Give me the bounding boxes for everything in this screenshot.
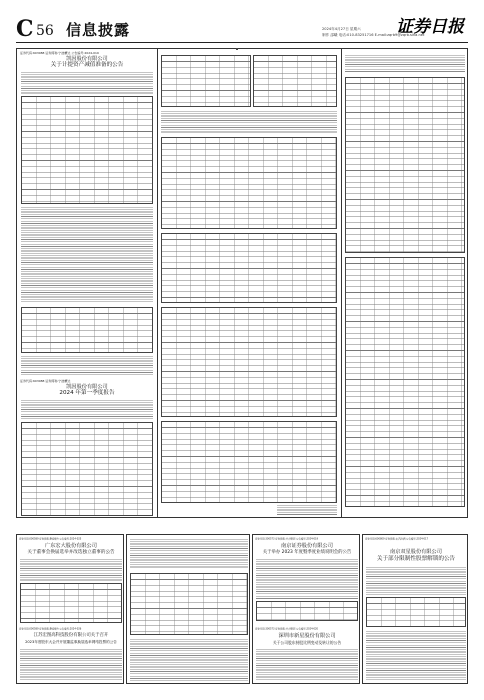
notice-block-main: [16, 48, 468, 518]
newspaper-logo: 证券日报: [396, 17, 464, 37]
spacer: [236, 48, 238, 50]
data-table: [161, 233, 337, 303]
notice-code-line: 证券代码:600809 证券简称:山西汾酒 公告编号:2024-017: [365, 537, 429, 541]
editor-line: 制作 邵曦 电话:010-83251716 E-mail:zqrb9@zqrb.sina.net: [322, 33, 425, 37]
notice-block: [252, 534, 360, 684]
section-letter: C: [16, 16, 34, 42]
masthead-rule: [16, 42, 468, 43]
body-text: [366, 567, 466, 595]
body-text: [256, 649, 358, 681]
body-text: [345, 55, 465, 73]
data-table: [161, 421, 337, 503]
data-table: [345, 257, 465, 507]
data-table: [161, 55, 251, 107]
data-table: [130, 573, 248, 635]
body-text: [20, 649, 122, 681]
notice-code-line: 证券代码:300573 证券简称:兴齐眼药 公告编号:2024-020: [255, 627, 319, 631]
column-divider: [341, 49, 342, 517]
data-table: [366, 597, 466, 627]
notice-company: 南京证券股份有限公司: [281, 543, 333, 549]
date-line: 2024年4月27日 星期六: [322, 27, 361, 31]
section-title: 信息披露: [66, 21, 131, 39]
notice-title: 关于董事会换届选举并改选独立董事的公告: [27, 550, 115, 555]
body-text: [21, 356, 153, 376]
notice-title: 关于部分限制性股票解锁的公告: [376, 556, 456, 562]
notice-company: 深圳市新星股份有限公司: [278, 633, 336, 639]
notice-title: 关于计提资产减值准备的公告: [50, 62, 124, 68]
notice-title: 2023年度股东大会并开展董监事换届选举网络投票的公告: [25, 640, 117, 644]
body-text: [21, 400, 153, 420]
notice-code-line: 证券代码:603088 证券简称:宁波精达 公告编号:2024-019: [20, 51, 99, 55]
notice-code-line: 证券代码:000589 证券简称:黔轮胎A 公告编号:2024-026: [19, 627, 82, 631]
data-table: [21, 96, 153, 204]
body-text: [21, 72, 153, 94]
body-text: [366, 631, 466, 681]
notice-block: [126, 534, 250, 684]
notice-title: 2024 年第一季度报告: [59, 390, 115, 396]
notice-company: 南京双星股份有限公司: [390, 549, 442, 555]
body-text: [277, 505, 337, 515]
data-table: [161, 307, 337, 417]
notice-code-line: 证券代码:300573 证券简称:兴齐眼药 公告编号:2024-019: [255, 537, 319, 541]
notice-code-line: 证券代码:603088 证券简称:宁波精达: [20, 379, 71, 383]
notice-company: 凯因股份有限公司: [66, 384, 108, 390]
body-text: [256, 559, 358, 599]
notice-company: 广东宏大股份有限公司: [45, 543, 97, 549]
notice-title: 关于公司股东持股比例变动及转让的公告: [272, 640, 342, 645]
body-text: [130, 639, 248, 681]
body-text: [161, 111, 337, 133]
body-text: [20, 559, 122, 581]
column-divider: [157, 49, 158, 517]
data-table: [161, 137, 337, 229]
notice-company: 凯因股份有限公司: [66, 56, 108, 62]
body-text: [21, 207, 153, 303]
data-table: [20, 583, 122, 623]
masthead: [0, 0, 484, 44]
notice-code-line: 证券代码:000589 证券简称:黔轮胎A 公告编号:2024-025: [19, 537, 82, 541]
notice-block: [362, 534, 468, 684]
notice-title: 关于举办 2023 年度暨季度业绩说明会的公告: [262, 550, 352, 555]
notice-block: [16, 534, 124, 684]
data-table: [21, 307, 153, 353]
data-table: [345, 77, 465, 253]
notice-company: 江苏宏图高科技股份有限公司关于召开: [33, 633, 109, 638]
data-table: [21, 422, 153, 516]
data-table: [253, 55, 337, 107]
body-text: [130, 539, 248, 569]
data-table: [256, 601, 358, 621]
section-number: 56: [36, 23, 54, 39]
